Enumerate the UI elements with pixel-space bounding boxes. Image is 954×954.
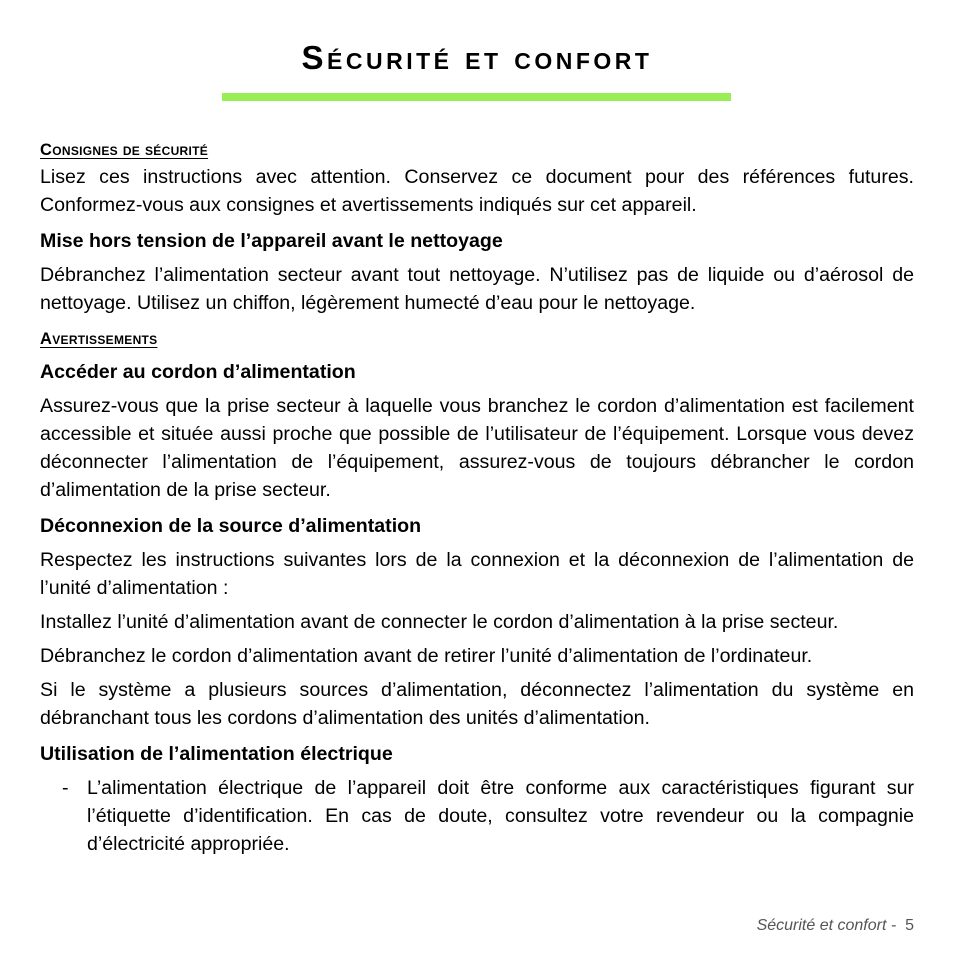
page-footer [757, 914, 914, 938]
title-underline [222, 93, 731, 101]
subheading-cordon: Accéder au cordon d’alimentation [40, 361, 356, 383]
section-heading-avertissements: Avertissements [40, 330, 158, 348]
deconnexion-p4: Si le système a plusieurs sources d’alimentation, déconnectez l’alimentation du système en débranchant tous les cordons d’alimentation des unités d’alimentation. [40, 679, 914, 729]
footer-label: Sécurité et confort - [756, 917, 897, 934]
deconnexion-p1: Respectez les instructions suivantes lors de la connexion et la déconnexion de l’alimentation de l’unité d’alimentation : [40, 549, 914, 599]
subheading-nettoyage: Mise hors tension de l’appareil avant le nettoyage [40, 230, 503, 252]
nettoyage-text: Débranchez l’alimentation secteur avant tout nettoyage. N’utilisez pas de liquide ou d’aérosol de nettoyage. Utilisez un chiffon, légèrement humecté d’eau pour le nettoyage. [40, 264, 914, 314]
list-item-text: L’alimentation électrique de l’appareil doit être conforme aux caractéristiques figurant sur l’étiquette d’identification. En cas de doute, consultez votre revendeur ou la compagnie d’électricité appropriée. [87, 777, 914, 855]
list-bullet: - [62, 777, 69, 799]
deconnexion-p2: Installez l’unité d’alimentation avant de connecter le cordon d’alimentation à la prise secteur. [40, 611, 839, 633]
list-item [40, 774, 914, 858]
cordon-text: Assurez-vous que la prise secteur à laquelle vous branchez le cordon d’alimentation est facilement accessible et située aussi proche que possible de l’utilisateur de l’équipement. Lorsque vous devez déconnecter l’alimentation de l’équipement, assurez-vous de toujours débrancher le cordon d’alimentation de la prise secteur. [40, 395, 914, 501]
subheading-deconnexion: Déconnexion de la source d’alimentation [40, 515, 422, 537]
subheading-utilisation: Utilisation de l’alimentation électrique [40, 743, 393, 765]
document-body [40, 137, 914, 858]
page-title: Sécurité et confort [301, 39, 653, 76]
consignes-intro: Lisez ces instructions avec attention. Conservez ce document pour des références futures. Conformez-vous aux consignes et avertissements indiqués sur cet appareil. [40, 166, 914, 216]
section-heading-consignes: Consignes de sécurité [40, 141, 209, 159]
page-number: 5 [905, 917, 914, 934]
deconnexion-p3: Débranchez le cordon d’alimentation avant de retirer l’unité d’alimentation de l’ordinateur. [40, 645, 813, 667]
